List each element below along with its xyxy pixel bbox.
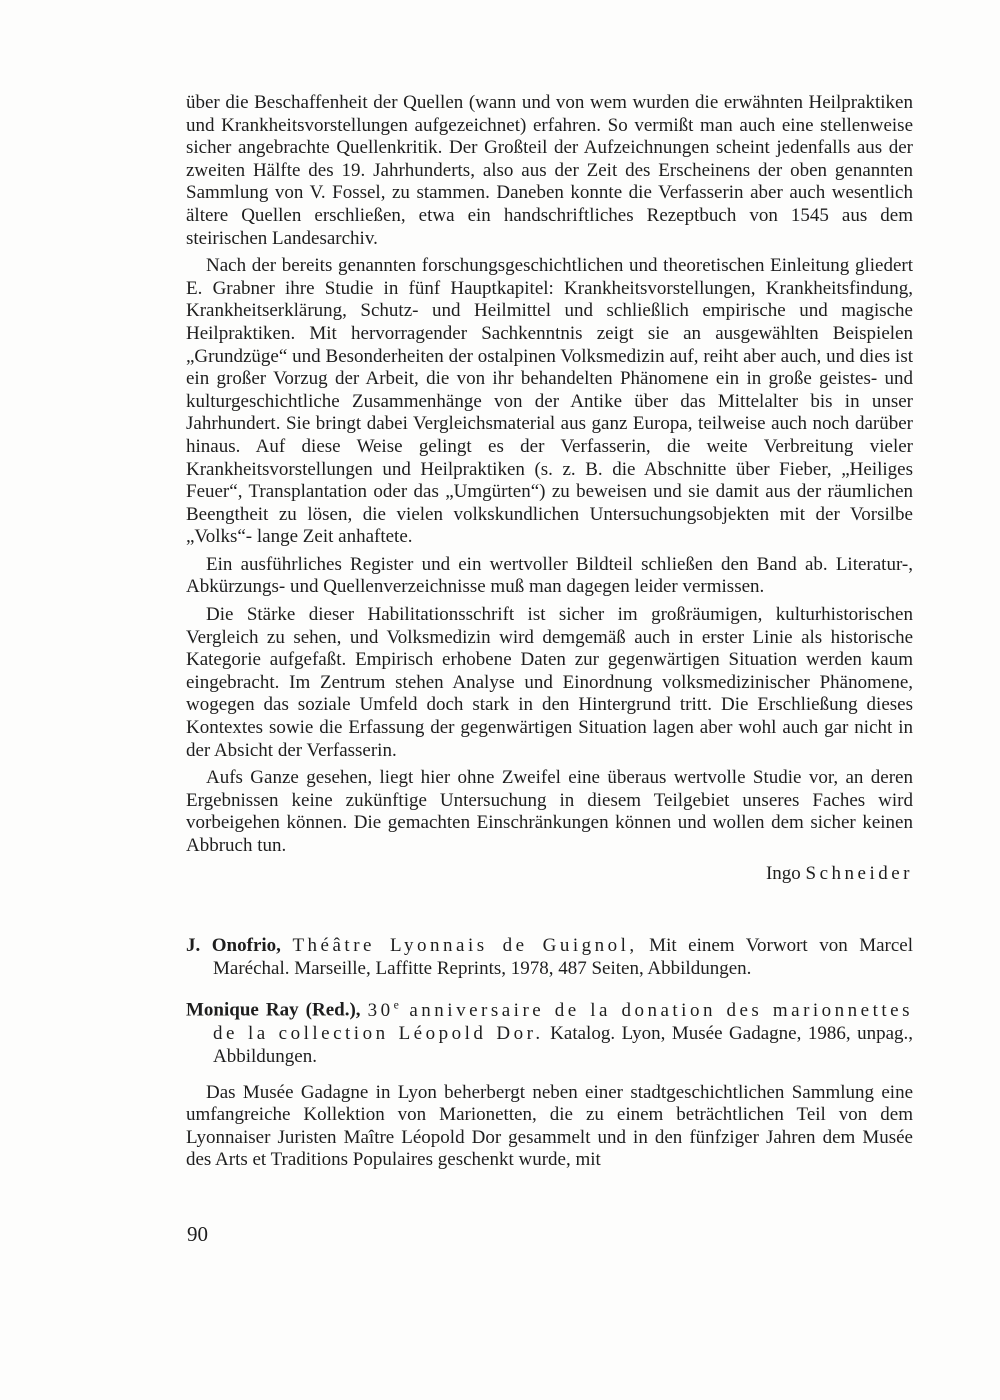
bibliography-section [186,934,913,1172]
reviewer-last-name: Schneider [805,862,913,884]
reviewer-first-name: Ingo [765,862,801,884]
review-opening-paragraph: Das Musée Gadagne in Lyon beherbergt neben einer stadtgeschichtlichen Sammlung eine umfangreiche Kollektion von Marionetten, die zu einem beträchtlichen Teil von dem Lyonnaiser Juristen Maître Léopold Dor gesammelt und in den fünfziger Jahren dem Musée des Arts et Traditions Populaires geschenkt wurde, mit [186,1081,913,1171]
review-paragraph: Die Stärke dieser Habilitationsschrift ist sicher im großräumigen, kulturhistorischen Vergleich zu sehen, und Volksmedizin wird demgemäß auch in erster Linie als historische Kategorie aufgefaßt. Empirisch erhobene Daten zur gegenwärtigen Situation werden kaum eingebracht. Im Zentrum stehen Analyse und Einordnung volksmedizinischer Phänomene, wogegen das soziale Umfeld doch stark in den Hintergrund tritt. Die Erschließung dieses Kontextes sowie die Erfassung der gegenwärtigen Situation lagen aber wohl auch gar nicht in der Absicht der Verfasserin. [186,604,913,761]
review-paragraph: Aufs Ganze gesehen, liegt hier ohne Zweifel eine überaus wertvolle Studie vor, an deren Ergebnissen keine zukünftige Untersuchung in diesem Teilgebiet unseres Faches wird vorbeigehen können. Die gemachten Einschränkungen können und wollen dem sicher keinen Abbruch tun. [186,767,913,856]
bib-entry-title: Théâtre Lyonnais de Guignol, [292,935,638,957]
bibliography-entry [186,934,913,980]
review-paragraph: Nach der bereits genannten forschungsgeschichtlichen und theoretischen Einleitung gliedert E. Grabner ihre Studie in fünf Hauptkapitel: Krankheitsvorstellungen, Krankheitsfindung, Krankheitserklärung, Schutz- und Heilmittel und schließlich empirische und magische Heilpraktiken. Mit hervorragender Sachkenntnis zeigt sie an ausgewählten Beispielen „Grundzüge“ und Besonderheiten der ostalpinen Volksmedizin auf, reiht aber auch, und dies ist ein großer Vorzug der Arbeit, die von ihr behandelten Phänomene ein in große geistes- und kulturgeschichtliche Zusammenhänge von der Antike über das Mittelalter bis in unser Jahrhundert. Sie bringt dabei Vergleichsmaterial aus ganz Europa, teilweise auch noch darüber hinaus. Auf diese Weise gelingt es der Verfasserin, die weite Verbreitung vieler Krankheitsvorstellungen und Heilpraktiken (s. z. B. die Abschnitte über Fieber, „Heiliges Feuer“, Transplantation oder das „Umgürten“) zu beweisen und sie damit aus der räumlichen Beengtheit zu lösen, die vielen volkskundlichen Untersuchungsobjekten mit der Vorsilbe „Volks“- lange Zeit anhaftete. [186,255,913,548]
review-paragraph-continuation: über die Beschaffenheit der Quellen (wann und von wem wurden die erwähnten Heilpraktiken und Krankheitsvorstellungen aufgezeichnet) erfahren. So vermißt man auch eine stellenweise sicher angebrachte Quellenkritik. Der Großteil der Aufzeichnungen scheint jedenfalls aus der zweiten Hälfte des 19. Jahrhunderts, also aus der Zeit des Erscheinens der oben genannten Sammlung von V. Fossel, zu stammen. Daneben konnte die Verfasserin aber auch wesentlich ältere Quellen erschließen, etwa ein handschriftliches Rezeptbuch von 1545 aus dem steirischen Landesarchiv. [186,92,913,249]
bib-entry-author: Monique Ray (Red.), [186,999,361,1021]
review-paragraph: Ein ausführliches Register und ein wertvoller Bildteil schließen den Band ab. Literatur-, Abkürzungs- und Quellenverzeichnisse muß man dagegen leider vermissen. [186,553,913,598]
page-text-block [186,92,913,1172]
bib-entry-details: Mit einem Vorwort von Marcel Maréchal. Marseille, Laffitte Reprints, 1978, 487 Seiten, Abbildungen. [213,935,914,980]
bib-title-number: 30 [367,999,394,1021]
reviewer-signature [186,863,913,886]
bib-entry-author: J. Onofrio, [186,935,281,957]
bib-title-ordinal-superscript: e [393,998,399,1012]
bibliography-entry [186,993,913,1067]
bib-entry-details: Katalog. Lyon, Musée Gadagne, 1986, unpag., Abbildungen. [213,1022,914,1067]
page-number: 90 [187,1222,208,1246]
bib-title-text: anniversaire de la donation des marionnettes de la collection Léopold Dor. [213,999,914,1044]
